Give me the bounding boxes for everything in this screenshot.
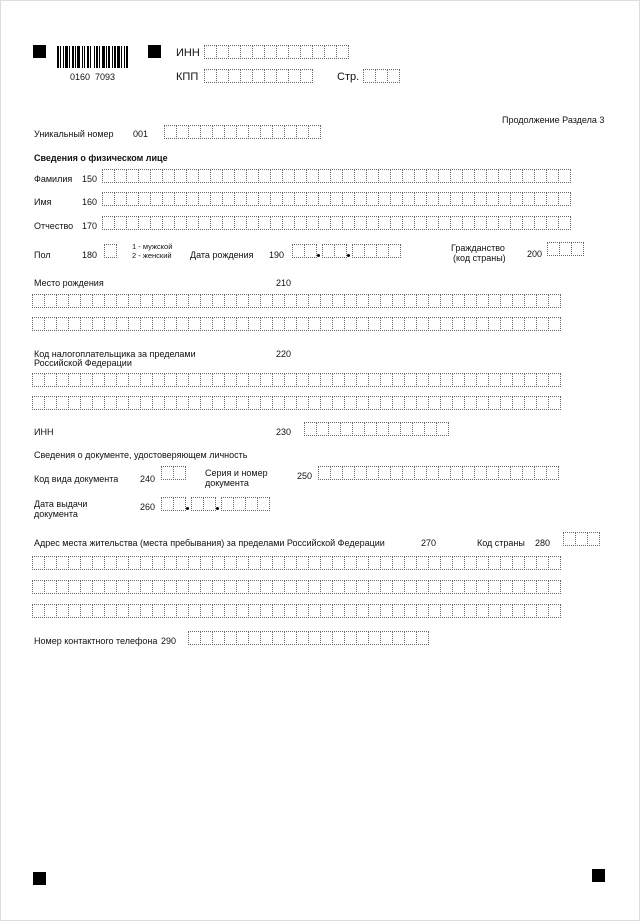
foreign-tin-label-line1: Код налогоплательщика за пределами [34, 349, 196, 359]
header-kpp-field[interactable] [204, 69, 312, 83]
address-label: Адрес места жительства (места пребывания) за пределами Российской Федерации [34, 538, 385, 548]
name-code: 160 [82, 197, 98, 207]
birthdate-label: Дата рождения [190, 250, 254, 260]
registration-marker-bottom-left [33, 872, 46, 885]
document-date-code: 260 [140, 502, 156, 512]
document-date-label-line1: Дата выдачи [34, 499, 88, 509]
input-cell[interactable] [548, 604, 561, 618]
phone-code: 290 [161, 636, 177, 646]
date-separator-dot [215, 497, 221, 511]
country-label: Код страны [477, 538, 525, 548]
input-cell[interactable] [548, 556, 561, 570]
registration-marker-top-left [33, 45, 46, 58]
foreign-tin-label-line2: Российской Федерации [34, 358, 132, 368]
header-page-label: Стр. [337, 71, 360, 83]
input-cell[interactable] [308, 125, 321, 139]
surname-label: Фамилия [34, 174, 73, 184]
address-field-row2[interactable] [32, 580, 560, 594]
birthplace-field-row1[interactable] [32, 294, 560, 308]
birthplace-label: Место рождения [34, 278, 104, 288]
document-series-field[interactable] [318, 466, 558, 480]
citizenship-label-line2: (код страны) [453, 253, 506, 263]
gender-option-male: 1 - мужской [132, 242, 173, 251]
input-cell[interactable] [571, 242, 584, 256]
gender-option-female: 2 - женский [132, 251, 172, 260]
citizenship-label-line1: Гражданство [451, 243, 505, 253]
phone-label: Номер контактного телефона [34, 636, 158, 646]
input-cell[interactable] [257, 497, 270, 511]
foreign-tin-field-row2[interactable] [32, 396, 560, 410]
date-separator-dot [185, 497, 191, 511]
registration-marker-top-right [148, 45, 161, 58]
barcode [57, 46, 128, 68]
barcode-number: 0160 7093 [70, 72, 116, 82]
input-cell[interactable] [388, 244, 401, 258]
unique-number-field[interactable] [164, 125, 320, 139]
input-cell[interactable] [300, 69, 313, 83]
header-inn-field[interactable] [204, 45, 348, 59]
name-field[interactable] [102, 192, 570, 206]
input-cell[interactable] [548, 373, 561, 387]
input-cell[interactable] [387, 69, 400, 83]
document-series-label-line2: документа [205, 478, 249, 488]
inn-field[interactable] [304, 422, 448, 436]
date-separator-dot [316, 244, 322, 258]
country-field[interactable] [563, 532, 599, 546]
input-cell[interactable] [558, 169, 571, 183]
patronymic-code: 170 [82, 221, 98, 231]
birthplace-field-row2[interactable] [32, 317, 560, 331]
input-cell[interactable] [558, 216, 571, 230]
document-type-label: Код вида документа [34, 474, 119, 484]
input-cell[interactable] [546, 466, 559, 480]
input-cell[interactable] [548, 317, 561, 331]
phone-field[interactable] [188, 631, 428, 645]
input-cell[interactable] [558, 192, 571, 206]
inn-code: 230 [276, 427, 292, 437]
patronymic-field[interactable] [102, 216, 570, 230]
input-cell[interactable] [104, 244, 117, 258]
inn-label: ИНН [34, 427, 54, 437]
document-series-label-line1: Серия и номер [205, 468, 268, 478]
citizenship-field[interactable] [547, 242, 583, 256]
input-cell[interactable] [173, 466, 186, 480]
gender-field[interactable] [104, 244, 116, 258]
address-field-row3[interactable] [32, 604, 560, 618]
country-code: 280 [535, 538, 551, 548]
input-cell[interactable] [548, 580, 561, 594]
birthdate-field[interactable] [292, 244, 400, 258]
document-date-field[interactable] [161, 497, 269, 511]
unique-number-label: Уникальный номер [34, 129, 114, 139]
birthdate-code: 190 [269, 250, 285, 260]
patronymic-label: Отчество [34, 221, 74, 231]
address-code: 270 [421, 538, 437, 548]
input-cell[interactable] [548, 396, 561, 410]
citizenship-code: 200 [527, 249, 543, 259]
address-field-row1[interactable] [32, 556, 560, 570]
continuation-label: Продолжение Раздела 3 [502, 115, 605, 125]
surname-field[interactable] [102, 169, 570, 183]
document-type-field[interactable] [161, 466, 185, 480]
name-label: Имя [34, 197, 52, 207]
gender-code: 180 [82, 250, 98, 260]
document-type-code: 240 [140, 474, 156, 484]
header-inn-label: ИНН [176, 47, 200, 59]
document-date-label-line2: документа [34, 509, 78, 519]
gender-label: Пол [34, 250, 51, 260]
date-separator-dot [346, 244, 352, 258]
input-cell[interactable] [587, 532, 600, 546]
header-page-field[interactable] [363, 69, 399, 83]
input-cell[interactable] [436, 422, 449, 436]
foreign-tin-field-row1[interactable] [32, 373, 560, 387]
surname-code: 150 [82, 174, 98, 184]
input-cell[interactable] [548, 294, 561, 308]
section-title: Сведения о физическом лице [34, 153, 168, 163]
input-cell[interactable] [336, 45, 349, 59]
document-section-title: Сведения о документе, удостоверяющем личность [34, 450, 248, 460]
document-series-code: 250 [297, 471, 313, 481]
input-cell[interactable] [416, 631, 429, 645]
registration-marker-bottom-right [592, 869, 605, 882]
foreign-tin-code: 220 [276, 349, 292, 359]
unique-number-code: 001 [133, 129, 149, 139]
birthplace-code: 210 [276, 278, 292, 288]
header-kpp-label: КПП [176, 71, 199, 83]
